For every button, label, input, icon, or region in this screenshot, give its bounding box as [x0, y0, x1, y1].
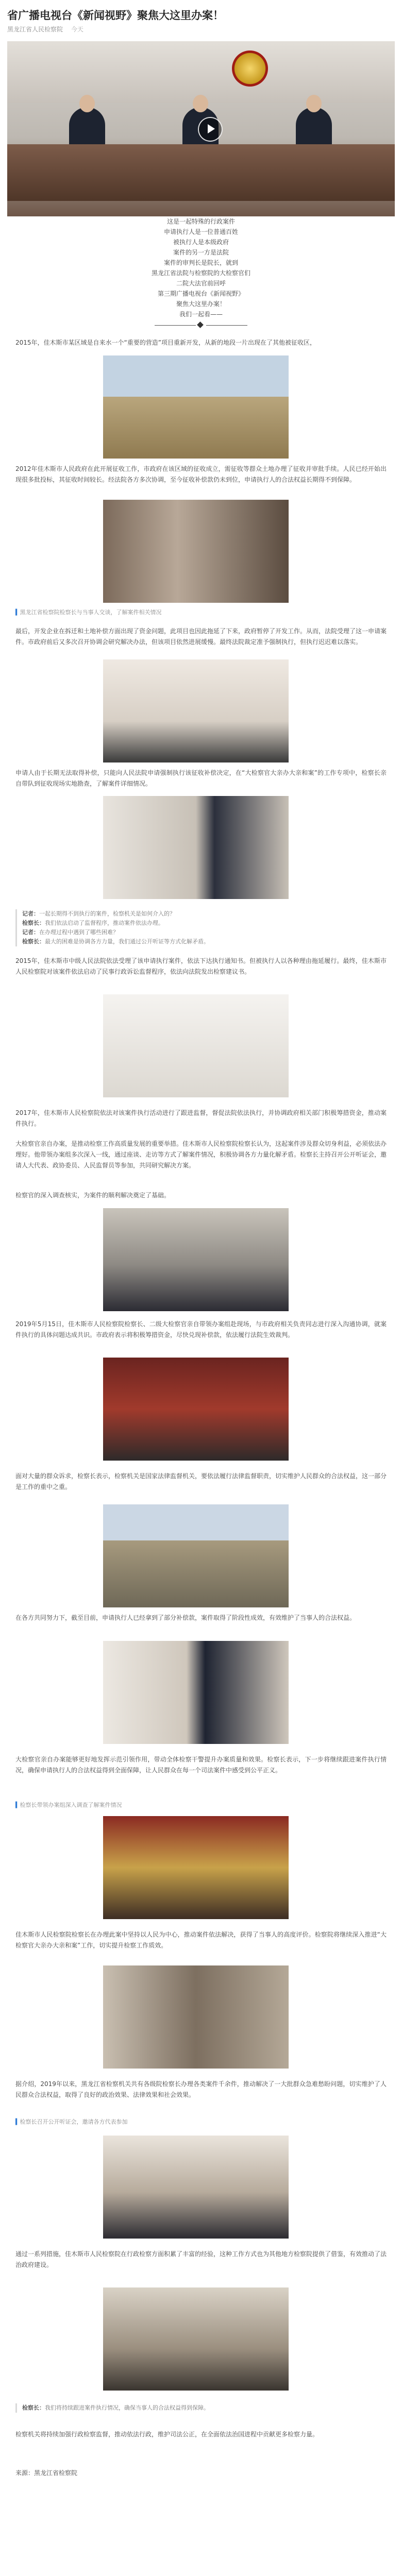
source-note: 来源：黑龙江省检察院 [15, 2469, 78, 2477]
article-photo [103, 1208, 289, 1311]
body-paragraph: 面对大量的群众诉求，检察长表示，检察机关是国家法律监督机关，要依法履行法律监督职责，切实维护人民群众的合法权益，这一部分是工作的重中之重。 [15, 1472, 387, 1490]
article-photo [103, 1358, 289, 1461]
body-paragraph: 在各方共同努力下，截至目前，申请执行人已经拿到了部分补偿款，案件取得了阶段性成效，有效维护了当事人的合法权益。 [15, 1614, 356, 1621]
caption-mark-icon: ▍ [15, 609, 20, 616]
article-photo [103, 994, 289, 1097]
body-paragraph: 申请人由于长期无法取得补偿，只能向人民法院申请强制执行该征收补偿决定，在“大检察官大亲办大亲和案”的工作专项中，检察长亲自带队到征收现场实地勘查，了解案件详细情况。 [15, 769, 387, 787]
body-paragraph: 大检察官亲自办案，是推动检察工作高质量发展的重要举措。佳木斯市人民检察院检察长认为，这起案件涉及群众切身利益，必须依法办理好。他带领办案组多次深入一线，通过座谈、走访等方式了解案件情况，积极协调各方力量化解矛盾。检察长主持召开公开听证会，邀请人大代表、政协委员、人民监督员等参加，共同研究解决方案。 [15, 1140, 387, 1169]
courtroom-bench [7, 144, 395, 201]
article-photo [103, 355, 289, 459]
quote-line: 检察长：我们依法启动了监督程序，推动案件依法办理。 [22, 920, 164, 926]
article-header [0, 0, 402, 35]
article-photo [103, 1816, 289, 1919]
article-photo [103, 1641, 289, 1744]
article-photo [103, 1504, 289, 1607]
quote-line: 检察长：最大的困难是协调各方力量，我们通过公开听证等方式化解矛盾。 [22, 938, 209, 945]
article-title: 省广播电视台《新闻视野》聚焦大这里办案！ [7, 9, 224, 22]
article-photo [103, 500, 289, 603]
article-photo [103, 659, 289, 762]
article-photo [103, 796, 289, 899]
body-paragraph: 检察官的深入调查核实，为案件的顺利解决奠定了基础。 [15, 1192, 171, 1199]
intro-verse [0, 216, 402, 319]
body-paragraph: 2015年，佳木斯市某区域是自来水一个“重要的营造”项目重新开发，从新的地段一片出现在了其他被征收区， [15, 339, 316, 346]
interview-quote [15, 2403, 388, 2413]
verse-line: 案件的另一方是法院 [173, 249, 229, 256]
body-paragraph: 2019年5月15日，佳木斯市人民检察院检察长、二级大检察官亲自带领办案组赴现场，与市政府相关负责同志进行深入沟通协调，就案件执行的具体问题达成共识。市政府表示将积极筹措资金，尽快兑现补偿款，依法履行法院生效裁判。 [15, 1320, 387, 1338]
article-photo [103, 1965, 289, 2069]
body-paragraph: 2015年，佳木斯市中级人民法院依法受理了该申请执行案件，依法下达执行通知书。但被执行人以各种理由拖延履行。最终，佳木斯市人民检察院对该案件依法启动了民事行政诉讼监督程序，依法向法院发出检察建议书。 [15, 957, 387, 975]
verse-line: 被执行人是本级政府 [173, 239, 229, 246]
caption-mark-icon: ▍ [15, 1802, 20, 1808]
body-paragraph: 检察机关将持续加强行政检察监督，推动依法行政，维护司法公正，在全面依法治国进程中贡献更多检察力量。 [15, 2431, 319, 2438]
diamond-icon [197, 321, 204, 328]
divider-line [155, 325, 196, 326]
courtroom-wall [7, 41, 395, 103]
quote-line: 记者：在办理过程中遇到了哪些困难？ [22, 929, 119, 936]
body-paragraph: 据介绍，2019年以来，黑龙江省检察机关共有各级院检察长办理各类案件千余件，推动解决了一大批群众急难愁盼问题，切实维护了人民群众合法权益，取得了良好的政治效果、法律效果和社会效果。 [15, 2080, 387, 2098]
verse-line: 我们一起看—— [179, 311, 223, 318]
verse-line: 申请执行人是一位普通百姓 [163, 228, 238, 235]
article-source[interactable]: 黑龙江省人民检察院 [7, 26, 63, 33]
verse-line: 这是一起特殊的行政案件 [166, 218, 235, 225]
photo-caption: ▍黑龙江省检察院检察长与当事人交谈，了解案件相关情况 [15, 609, 162, 616]
national-emblem-icon [232, 50, 268, 87]
verse-line: 第三期广播电视台《新闻视野》 [157, 290, 244, 297]
divider-line [206, 325, 247, 326]
interview-quote [15, 909, 388, 946]
article-photo [103, 2287, 289, 2391]
body-paragraph: 通过一系列措施，佳木斯市人民检察院在行政检察方面积累了丰富的经验，这种工作方式也为其他地方检察院提供了借鉴，有效推动了法治政府建设。 [15, 2250, 387, 2268]
body-paragraph: 最后，开发企业在拆迁和土地补偿方面出现了资金问题，此项目也因此拖延了下来，政府暂停了开发工作。从而，法院受理了这一申请案件。市政府前后又多次召开协调会研究解决办法，但该项目依然进展缓慢。最终法院裁定准予强制执行，但执行迟迟难以落实。 [15, 628, 387, 646]
body-paragraph: 佳木斯市人民检察院检察长在办理此案中坚持以人民为中心，推动案件依法解决，获得了当事人的高度评价。检察院将继续深入推进“大检察官大亲办大亲和案”工作，切实提升检察工作质效。 [15, 1931, 387, 1949]
article-meta [7, 25, 83, 33]
body-paragraph: 2017年，佳木斯市人民检察院依法对该案件执行活动进行了跟进监督，督促法院依法执行，并协调政府相关部门积极筹措资金，推动案件执行。 [15, 1109, 387, 1127]
verse-line: 二院大法官前回呼 [176, 280, 226, 287]
caption-mark-icon: ▍ [15, 2119, 20, 2125]
section-divider [155, 322, 247, 329]
body-paragraph: 2012年佳木斯市人民政府在此开展征收工作，市政府在该区域的征收成立，需征收等群众土地办理了征收并审批手续。人民已经开始出现很多批投标，其征收时间较长。经法院各方多次协调，至今征收补偿款仍未到位，申请执行人的合法权益长期得不到保障。 [15, 465, 387, 483]
quote-line: 记者：一起长期得不到执行的案件，检察机关是如何介入的？ [22, 910, 175, 917]
verse-line: 聚焦大这里办案！ [176, 300, 226, 308]
play-icon[interactable] [198, 117, 223, 142]
article-time: 今天 [71, 26, 83, 33]
photo-caption: ▍检察长召开公开听证会，邀请各方代表参加 [15, 2119, 128, 2125]
verse-line: 黑龙江省法院与检察院的大检察官们 [151, 269, 250, 277]
quote-line: 检察长：我们将持续跟进案件执行情况，确保当事人的合法权益得到保障。 [22, 2404, 209, 2411]
photo-caption: ▍检察长带领办案组深入调查了解案件情况 [15, 1802, 122, 1808]
verse-line: 案件的审判长是院长，就到 [163, 259, 238, 266]
article-photo [103, 2136, 289, 2239]
video-player[interactable] [7, 41, 395, 216]
body-paragraph: 大检察官亲自办案能够更好地发挥示范引领作用，带动全体检察干警提升办案质量和效果。检察长表示，下一步将继续跟进案件执行情况，确保申请执行人的合法权益得到全面保障，让人民群众在每一个司法案件中感受到公平正义。 [15, 1756, 387, 1774]
